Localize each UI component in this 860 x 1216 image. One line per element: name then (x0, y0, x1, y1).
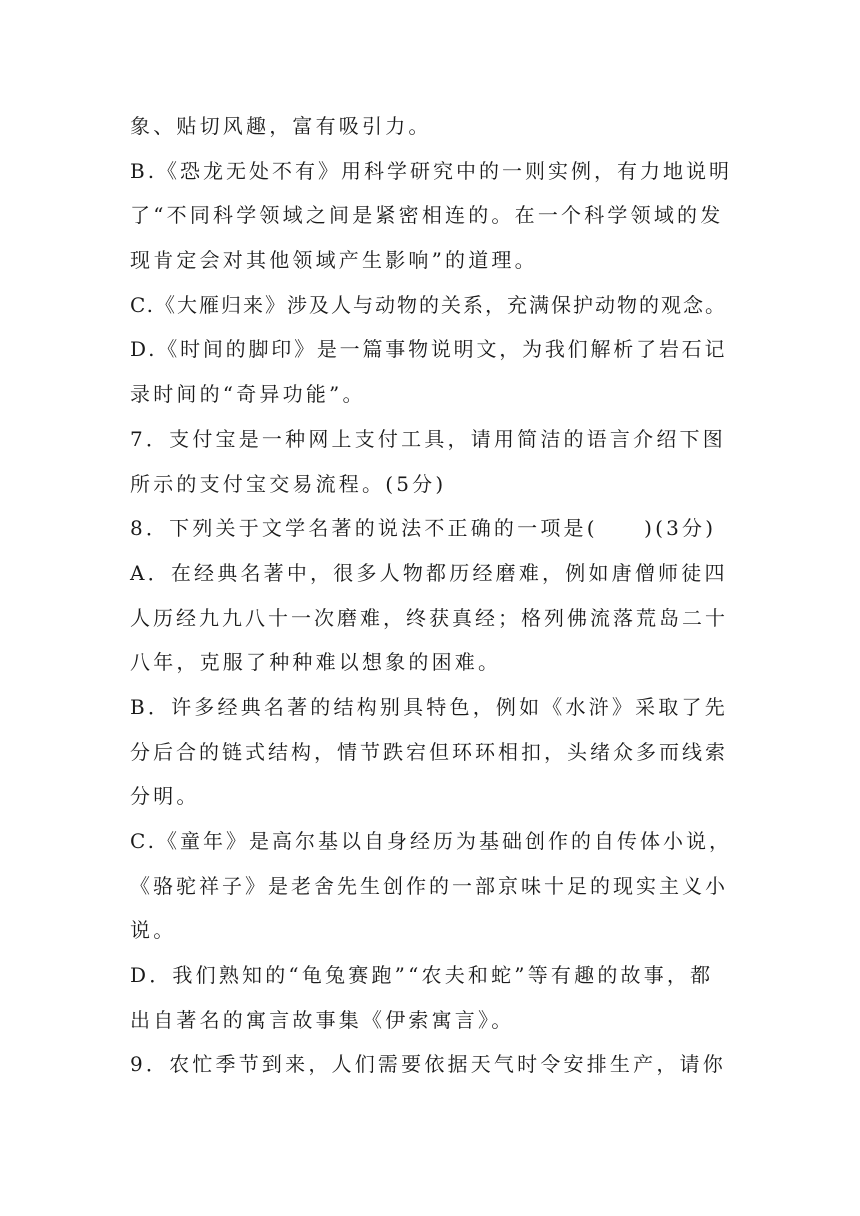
document-body (130, 104, 732, 1087)
text-line: D．我们熟知的“龟兔赛跑”“农夫和蛇”等有趣的故事，都 (130, 963, 714, 988)
text-line: 分后合的链式结构，情节跌宕但环环相扣，头绪众多而线索 (130, 739, 728, 764)
text-line: 8．下列关于文学名著的说法不正确的一项是( )(3分) (130, 516, 717, 541)
text-line: 所示的支付宝交易流程。(5分) (130, 471, 447, 496)
text-line: 分明。 (130, 784, 200, 809)
text-line: C.《大雁归来》涉及人与动物的关系，充满保护动物的观念。 (130, 292, 727, 317)
text-line: 出自著名的寓言故事集《伊索寓言》。 (130, 1007, 515, 1032)
text-line: 7．支付宝是一种网上支付工具，请用简洁的语言介绍下图 (130, 426, 726, 451)
text-line: C.《童年》是高尔基以自身经历为基础创作的自传体小说， (130, 829, 732, 853)
text-line: 象、贴切风趣，富有吸引力。 (130, 114, 432, 138)
text-line: D.《时间的脚印》是一篇事物说明文，为我们解析了岩石记 (130, 337, 728, 362)
text-line: 现肯定会对其他领域产生影响”的道理。 (130, 248, 538, 273)
text-line: 9．农忙季节到来，人们需要依据天气时令安排生产，请你 (130, 1052, 726, 1077)
text-line: B．许多经典名著的结构别具特色，例如《水浒》采取了先 (130, 694, 728, 719)
text-line: A．在经典名著中，很多人物都历经磨难，例如唐僧师徒四 (130, 560, 728, 585)
text-line: 《骆驼祥子》是老舍先生创作的一部京味十足的现实主义小 (130, 873, 728, 898)
text-line: 人历经九九八十一次磨难，终获真经；格列佛流落荒岛二十 (130, 605, 728, 630)
text-line: 八年，克服了种种难以想象的困难。 (130, 650, 502, 675)
text-line: 说。 (130, 918, 177, 943)
text-line: 了“不同科学领域之间是紧密相连的。在一个科学领域的发 (130, 203, 724, 228)
text-line: 录时间的“奇异功能”。 (130, 382, 366, 407)
text-line: B.《恐龙无处不有》用科学研究中的一则实例，有力地说明 (130, 158, 733, 183)
